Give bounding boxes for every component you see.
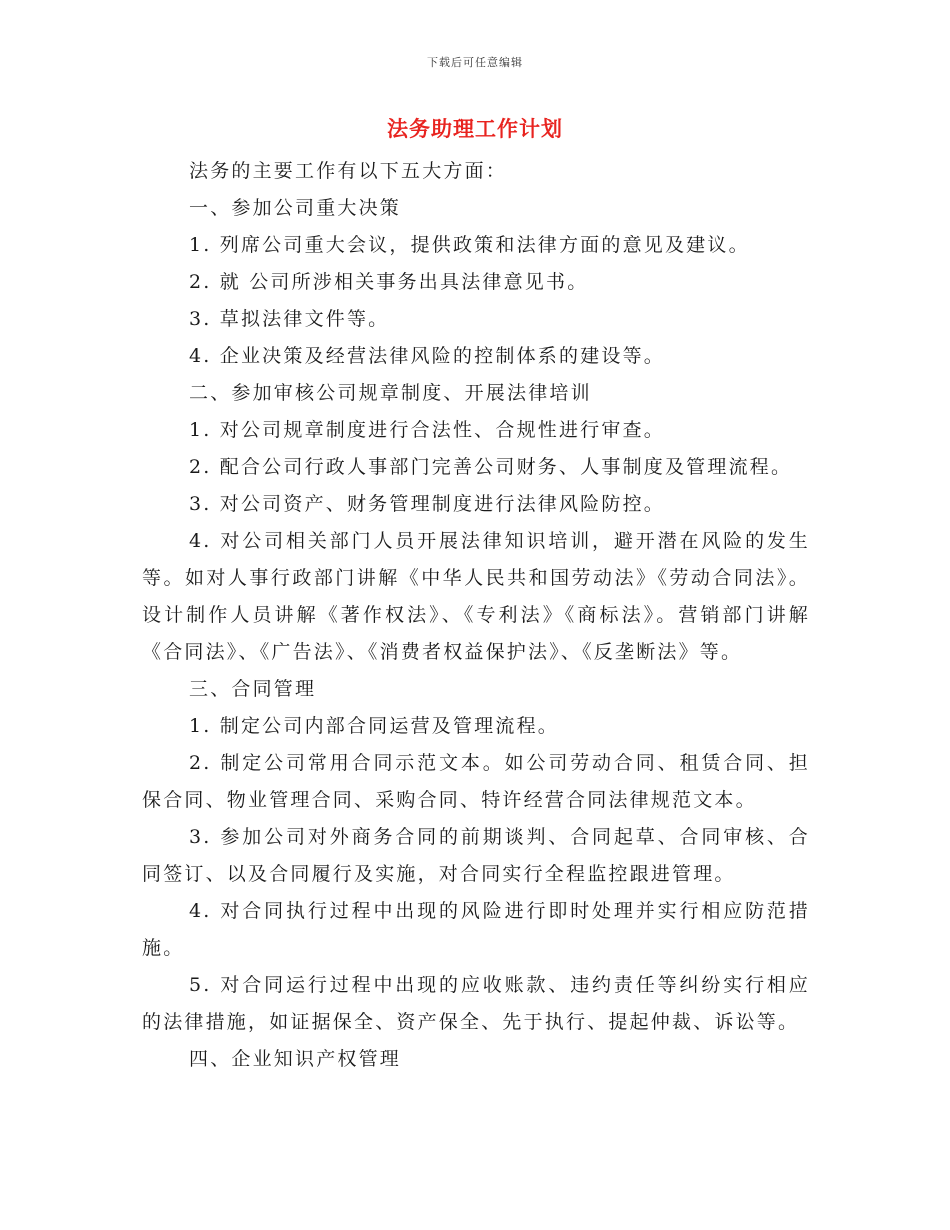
list-item: 4. 对公司相关部门人员开展法律知识培训，避开潜在风险的发生等。如对人事行政部门讲解《中华人民共和国劳动法》《劳动合同法》。设计制作人员讲解《著作权法》、《专利法》《商标法》。营销部门讲解《合同法》、《广告法》、《消费者权益保护法》、《反垄断法》等。 [142, 530, 810, 663]
list-item: 1. 对公司规章制度进行合法性、合规性进行审查。 [189, 419, 665, 441]
list-item: 3. 参加公司对外商务合同的前期谈判、合同起草、合同审核、合同签订、以及合同履行及实施，对合同实行全程监控跟进管理。 [142, 826, 810, 885]
list-item: 5. 对合同运行过程中出现的应收账款、违约责任等纠纷实行相应的法律措施，如证据保全、资产保全、先于执行、提起仲裁、诉讼等。 [142, 974, 810, 1033]
list-item: 4. 对合同执行过程中出现的风险进行即时处理并实行相应防范措施。 [142, 900, 810, 959]
header-note: 下载后可任意编辑 [427, 56, 523, 69]
document-title: 法务助理工作计划 [387, 116, 563, 141]
list-item: 3. 草拟法律文件等。 [189, 308, 390, 330]
list-item: 2. 配合公司行政人事部门完善公司财务、人事制度及管理流程。 [189, 456, 793, 478]
intro-paragraph: 法务的主要工作有以下五大方面： [189, 160, 508, 182]
list-item: 2. 制定公司常用合同示范文本。如公司劳动合同、租赁合同、担保合同、物业管理合同、采购合同、特许经营合同法律规范文本。 [142, 752, 810, 811]
section-heading-3: 三、合同管理 [189, 678, 317, 700]
section-heading-4: 四、企业知识产权管理 [189, 1048, 402, 1070]
list-item: 4. 企业决策及经营法律风险的控制体系的建设等。 [189, 345, 665, 367]
list-item: 2. 就 公司所涉相关事务出具法律意见书。 [189, 271, 589, 293]
document-body [142, 153, 810, 1078]
list-item: 1. 列席公司重大会议，提供政策和法律方面的意见及建议。 [189, 234, 750, 256]
section-heading-2: 二、参加审核公司规章制度、开展法律培训 [189, 382, 592, 404]
list-item: 3. 对公司资产、财务管理制度进行法律风险防控。 [189, 493, 665, 515]
section-heading-1: 一、参加公司重大决策 [189, 197, 402, 219]
list-item: 1. 制定公司内部合同运营及管理流程。 [189, 715, 559, 737]
